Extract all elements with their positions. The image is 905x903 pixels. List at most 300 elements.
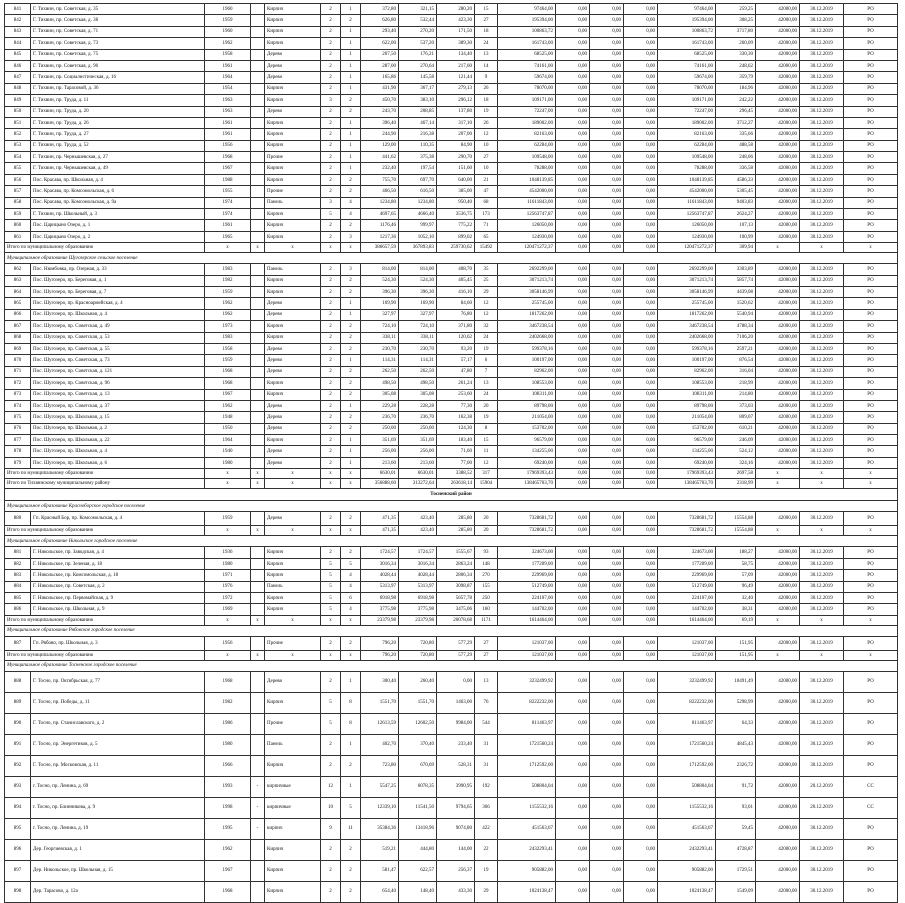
table-cell: 30.12.2019 xyxy=(800,755,844,776)
table-cell xyxy=(251,38,265,49)
row-number: 848 xyxy=(5,83,31,94)
table-cell: 300,40 xyxy=(361,671,399,692)
table-cell: 0,00 xyxy=(590,83,624,94)
table-cell: Дерево xyxy=(265,49,321,60)
subtotal-cell: x xyxy=(756,650,800,660)
table-cell: 0,00 xyxy=(590,321,624,332)
table-cell: 385,00 xyxy=(437,186,475,197)
table-cell: Кирпич xyxy=(265,604,321,615)
subtotal-cell: x xyxy=(341,479,361,489)
table-cell: Кирпич xyxy=(265,117,321,128)
table-cell: 188,27 xyxy=(716,547,756,558)
table-cell: 0,00 xyxy=(624,186,658,197)
subtotal-cell: 20 xyxy=(475,526,498,536)
subtotal-cell: x xyxy=(205,243,251,253)
row-number: 856 xyxy=(5,174,31,185)
table-cell: 2 xyxy=(321,174,341,185)
table-cell: 0,00 xyxy=(624,95,658,106)
table-cell: 1965 xyxy=(205,231,251,242)
table-row xyxy=(5,264,898,275)
table-cell: РО xyxy=(844,547,898,558)
table-cell: 58,75 xyxy=(716,558,756,569)
table-cell: 30.12.2019 xyxy=(800,15,844,26)
table-cell: РО xyxy=(844,839,898,860)
table-cell: 0,00 xyxy=(590,412,624,423)
subtotal-cell: x xyxy=(756,615,800,625)
table-cell: 169,90 xyxy=(361,298,399,309)
table-cell: 1712592,00 xyxy=(658,755,716,776)
table-cell: 0,00 xyxy=(624,220,658,231)
table-cell: 18 xyxy=(475,95,498,106)
table-cell: 1962 xyxy=(205,309,251,320)
subtotal-cell: 367893,83 xyxy=(399,243,437,253)
table-cell: 5540,94 xyxy=(716,309,756,320)
table-cell: 2 xyxy=(321,355,341,366)
row-number: 875 xyxy=(5,412,31,423)
table-cell: 1 xyxy=(341,446,361,457)
table-cell: 0,00 xyxy=(590,435,624,446)
table-cell: 169,90 xyxy=(399,298,437,309)
table-cell: 280,20 xyxy=(437,4,475,15)
table-cell: 3071213,74 xyxy=(498,275,556,286)
table-cell: 42000,00 xyxy=(756,581,800,592)
table-cell: РО xyxy=(844,818,898,839)
table-cell: 0,00 xyxy=(590,186,624,197)
table-cell: 24 xyxy=(475,332,498,343)
table-cell: 42000,00 xyxy=(756,671,800,692)
table-cell: 0,00 xyxy=(590,355,624,366)
table-cell: 1052,10 xyxy=(399,231,437,242)
row-number: 869 xyxy=(5,343,31,354)
row-number: 885 xyxy=(5,592,31,603)
table-cell: 1974 xyxy=(205,197,251,208)
section-title: Муниципальное образование Красноборское городское поселение xyxy=(5,501,898,512)
address-cell: Г. Тихвин, пр. Чернышевская, д. 49 xyxy=(31,163,205,174)
table-cell: 260,40 xyxy=(399,671,437,692)
table-cell: 2 xyxy=(341,881,361,902)
table-cell: 47,80 xyxy=(437,366,475,377)
table-cell: 1968 xyxy=(205,152,251,163)
table-row xyxy=(5,547,898,558)
table-cell: 4028,44 xyxy=(399,570,437,581)
subtotal-cell: x xyxy=(251,469,265,479)
table-cell: 30.12.2019 xyxy=(800,818,844,839)
table-row xyxy=(5,570,898,581)
table-cell: 8222232,00 xyxy=(658,692,716,713)
subtotal-row xyxy=(5,615,898,625)
table-cell: 42000,00 xyxy=(756,343,800,354)
subtotal-cell: x xyxy=(844,469,898,479)
table-row xyxy=(5,671,898,692)
table-cell: 2 xyxy=(321,152,341,163)
subtotal-cell: x xyxy=(844,526,898,536)
table-cell: Кирпич xyxy=(265,26,321,37)
table-cell: 0,00 xyxy=(556,692,590,713)
table-cell: 230,70 xyxy=(361,343,399,354)
table-cell: 1969 xyxy=(205,604,251,615)
table-row xyxy=(5,881,898,902)
row-number: 886 xyxy=(5,604,31,615)
section-title: Муниципальное образование Рябовское городское поселение xyxy=(5,625,898,636)
table-cell: РО xyxy=(844,117,898,128)
table-row xyxy=(5,435,898,446)
table-cell: 0,00 xyxy=(556,106,590,117)
table-cell: 42000,00 xyxy=(756,117,800,128)
table-cell: Кирпич xyxy=(265,83,321,94)
table-cell: 256,00 xyxy=(399,446,437,457)
table-cell: 30.12.2019 xyxy=(800,174,844,185)
table-cell: 3071213,74 xyxy=(658,275,716,286)
table-cell: 1 xyxy=(341,298,361,309)
table-cell: 697,70 xyxy=(399,174,437,185)
table-cell: РО xyxy=(844,457,898,468)
table-cell: 2 xyxy=(321,839,341,860)
table-cell: 11 xyxy=(475,446,498,457)
table-cell: РО xyxy=(844,152,898,163)
table-cell: 0,00 xyxy=(590,592,624,603)
table-cell: 2326,72 xyxy=(716,755,756,776)
table-cell: РО xyxy=(844,83,898,94)
table-cell: - xyxy=(251,776,265,797)
table-cell: 2 xyxy=(341,15,361,26)
table-cell: 0,00 xyxy=(624,457,658,468)
table-cell: 11 xyxy=(341,818,361,839)
table-cell: 42000,00 xyxy=(756,412,800,423)
subtotal-cell: x xyxy=(265,479,321,489)
table-cell: 1817262,00 xyxy=(658,309,716,320)
table-cell: Кирпич xyxy=(265,378,321,389)
table-cell xyxy=(251,343,265,354)
subtotal-cell: 1614464,00 xyxy=(498,615,556,625)
table-cell: 396,30 xyxy=(399,286,437,297)
table-cell: РО xyxy=(844,860,898,881)
table-cell: 11611843,00 xyxy=(498,197,556,208)
table-cell: 2 xyxy=(321,446,341,457)
table-cell: 3 xyxy=(341,264,361,275)
table-cell: 109548,00 xyxy=(658,152,716,163)
table-cell: 42000,00 xyxy=(756,49,800,60)
table-cell: 0,00 xyxy=(624,366,658,377)
table-cell: СС xyxy=(844,797,898,818)
table-cell: 1971 xyxy=(205,570,251,581)
table-cell: 30.12.2019 xyxy=(800,231,844,242)
table-cell: 0,00 xyxy=(624,604,658,615)
address-cell: Пос. Шугозеро, пр. Береговая, д. 7 xyxy=(31,286,205,297)
subtotal-cell: 121037,00 xyxy=(658,650,716,660)
row-number: 894 xyxy=(5,797,31,818)
table-cell: РО xyxy=(844,275,898,286)
table-cell: 177209,00 xyxy=(658,558,716,569)
table-cell: 6 xyxy=(475,355,498,366)
table-cell: 30.12.2019 xyxy=(800,570,844,581)
table-cell: 1 xyxy=(341,4,361,15)
row-number: 864 xyxy=(5,286,31,297)
subtotal-cell: 7328681,72 xyxy=(658,526,716,536)
table-row xyxy=(5,423,898,434)
table-cell: 71 xyxy=(475,220,498,231)
table-cell: 375,38 xyxy=(399,152,437,163)
table-cell: 31 xyxy=(475,734,498,755)
table-cell: 30.12.2019 xyxy=(800,117,844,128)
table-cell xyxy=(251,604,265,615)
table-row xyxy=(5,400,898,411)
table-cell: 4 xyxy=(341,581,361,592)
table-cell: 109548,00 xyxy=(498,152,556,163)
subtotal-cell: 0,00 xyxy=(556,650,590,660)
table-cell: 42000,00 xyxy=(756,692,800,713)
table-row xyxy=(5,231,898,242)
table-cell: 2 xyxy=(341,186,361,197)
table-cell: 82962,00 xyxy=(498,366,556,377)
table-cell xyxy=(251,129,265,140)
table-cell: 0,00 xyxy=(624,4,658,15)
table-cell: 0,00 xyxy=(556,636,590,650)
subtotal-cell: x xyxy=(265,243,321,253)
table-cell: 0,00 xyxy=(590,547,624,558)
table-cell: 519,21 xyxy=(361,839,399,860)
table-cell: 0,00 xyxy=(624,797,658,818)
table-cell: 2 xyxy=(321,140,341,151)
table-cell: 9 xyxy=(475,72,498,83)
table-cell: РО xyxy=(844,592,898,603)
table-cell xyxy=(251,106,265,117)
subtotal-cell: x xyxy=(756,526,800,536)
table-cell: 248,62 xyxy=(716,60,756,71)
table-cell: РО xyxy=(844,49,898,60)
table-cell: 78070,00 xyxy=(658,83,716,94)
table-cell: 213,60 xyxy=(361,457,399,468)
table-cell: 1 xyxy=(341,435,361,446)
table-cell: 0,00 xyxy=(624,163,658,174)
table-cell: 2 xyxy=(321,298,341,309)
table-cell: 2 xyxy=(341,755,361,776)
subtotal-cell: x xyxy=(341,469,361,479)
table-cell: 65 xyxy=(475,231,498,242)
table-cell: 371,80 xyxy=(437,321,475,332)
table-cell: 96,49 xyxy=(716,581,756,592)
table-cell: 0,00 xyxy=(556,366,590,377)
table-cell: 3775,98 xyxy=(361,604,399,615)
table-cell xyxy=(251,275,265,286)
table-cell: 0,00 xyxy=(624,636,658,650)
subtotal-label: Итого по муниципальному образованию xyxy=(5,243,205,253)
table-cell: 12563747,87 xyxy=(658,209,716,220)
table-cell xyxy=(251,581,265,592)
section-title: Муниципальное образование Никольское городское поселение xyxy=(5,536,898,547)
table-cell: 2432293,41 xyxy=(658,839,716,860)
table-cell: 0,00 xyxy=(590,298,624,309)
table-cell: Кирпич xyxy=(265,547,321,558)
table-cell: 30.12.2019 xyxy=(800,389,844,400)
table-cell: 2 xyxy=(341,220,361,231)
table-cell: 1950 xyxy=(205,423,251,434)
table-cell: 1961 xyxy=(205,60,251,71)
subtotal-cell: 0,00 xyxy=(556,615,590,625)
subtotal-cell: 259730,62 xyxy=(437,243,475,253)
table-cell: 876,54 xyxy=(716,355,756,366)
row-number: 882 xyxy=(5,558,31,569)
row-number: 850 xyxy=(5,106,31,117)
table-cell: 444,80 xyxy=(399,839,437,860)
table-cell: РО xyxy=(844,400,898,411)
table-cell: 214,80 xyxy=(716,389,756,400)
table-cell: 4728,87 xyxy=(716,839,756,860)
table-cell: 21 xyxy=(475,174,498,185)
table-cell: 293,40 xyxy=(361,26,399,37)
table-cell: 279,13 xyxy=(437,83,475,94)
table-cell: 30.12.2019 xyxy=(800,412,844,423)
table-cell: 78288,00 xyxy=(658,163,716,174)
table-cell: 30.12.2019 xyxy=(800,129,844,140)
subtotal-cell: 120471272,37 xyxy=(658,243,716,253)
table-cell xyxy=(251,355,265,366)
table-cell: 2 xyxy=(321,636,341,650)
address-cell: Пос. Шугозеро, пр. Советская, д. 55 xyxy=(31,343,205,354)
table-cell: РО xyxy=(844,286,898,297)
table-cell: 1998 xyxy=(205,797,251,818)
table-cell: 8 xyxy=(475,423,498,434)
table-cell: 124,30 xyxy=(437,423,475,434)
table-cell: 42000,00 xyxy=(756,332,800,343)
table-row xyxy=(5,72,898,83)
subtotal-label: Итого по муниципальному образованию xyxy=(5,526,205,536)
row-number: 874 xyxy=(5,400,31,411)
table-cell: 30.12.2019 xyxy=(800,83,844,94)
table-cell: 256,00 xyxy=(361,446,399,457)
table-cell: 0,00 xyxy=(556,186,590,197)
address-cell: Гп. Красный Бор, пр. Комсомольская, д. 4 xyxy=(31,512,205,526)
table-cell: 0,00 xyxy=(590,776,624,797)
table-cell: 30.12.2019 xyxy=(800,38,844,49)
address-cell: Дер. Никольское, пр. Школьная, д. 15 xyxy=(31,860,205,881)
table-cell: 0,00 xyxy=(590,366,624,377)
subtotal-cell: x xyxy=(205,479,251,489)
table-cell: РО xyxy=(844,412,898,423)
table-cell: 0,00 xyxy=(624,692,658,713)
table-cell: Прочие xyxy=(265,636,321,650)
table-cell: Кирпич xyxy=(265,558,321,569)
subtotal-cell: x xyxy=(251,526,265,536)
table-cell: Кирпич xyxy=(265,839,321,860)
table-cell: 19 xyxy=(475,412,498,423)
table-cell: 0,00 xyxy=(590,860,624,881)
table-cell: 100197,00 xyxy=(658,355,716,366)
table-cell: 126050,00 xyxy=(498,220,556,231)
table-cell: 42000,00 xyxy=(756,83,800,94)
table-cell: 12602,50 xyxy=(399,713,437,734)
table-cell: 0,00 xyxy=(590,423,624,434)
table-cell: 2 xyxy=(341,547,361,558)
row-number: 865 xyxy=(5,298,31,309)
row-number: 866 xyxy=(5,309,31,320)
table-cell: 0,00 xyxy=(590,95,624,106)
table-cell: 211054,00 xyxy=(498,412,556,423)
table-cell xyxy=(251,83,265,94)
table-cell: 5 xyxy=(341,797,361,818)
table-cell xyxy=(251,72,265,83)
table-cell: 30.12.2019 xyxy=(800,298,844,309)
table-cell: 2 xyxy=(321,378,341,389)
table-cell: 8222232,00 xyxy=(498,692,556,713)
table-row xyxy=(5,309,898,320)
table-cell: 1954 xyxy=(205,83,251,94)
row-number: 852 xyxy=(5,129,31,140)
table-cell xyxy=(251,298,265,309)
table-cell: 1234,80 xyxy=(361,197,399,208)
table-cell: 31 xyxy=(475,755,498,776)
subtotal-cell: 0,00 xyxy=(590,650,624,660)
table-cell: 0,00 xyxy=(556,343,590,354)
table-row xyxy=(5,797,898,818)
table-cell: 2 xyxy=(321,275,341,286)
table-cell: Дерево xyxy=(265,366,321,377)
table-cell: 96579,00 xyxy=(658,435,716,446)
table-cell: 30.12.2019 xyxy=(800,275,844,286)
table-cell: 0,00 xyxy=(556,713,590,734)
table-cell: РО xyxy=(844,435,898,446)
table-cell: 2 xyxy=(341,106,361,117)
table-cell: 0,00 xyxy=(556,95,590,106)
subtotal-cell: x xyxy=(265,469,321,479)
subtotal-cell: 0,00 xyxy=(624,469,658,479)
table-cell: РО xyxy=(844,692,898,713)
table-cell: 0,00 xyxy=(556,671,590,692)
table-cell: 0,00 xyxy=(624,547,658,558)
table-cell: РО xyxy=(844,389,898,400)
table-cell: 0,00 xyxy=(590,197,624,208)
table-cell: Кирпич xyxy=(265,95,321,106)
table-row xyxy=(5,152,898,163)
table-cell: 2 xyxy=(321,389,341,400)
table-cell xyxy=(251,309,265,320)
table-cell: 30.12.2019 xyxy=(800,713,844,734)
subtotal-cell: x xyxy=(321,526,341,536)
table-cell: 0,00 xyxy=(624,275,658,286)
table-cell: РО xyxy=(844,512,898,526)
table-cell: 0,00 xyxy=(624,671,658,692)
table-cell: Дерево xyxy=(265,400,321,411)
subtotal-cell: 0,00 xyxy=(556,479,590,489)
table-cell: 0,00 xyxy=(590,140,624,151)
table-cell: 42000,00 xyxy=(756,129,800,140)
table-cell: 2 xyxy=(321,220,341,231)
table-cell: 78288,00 xyxy=(498,163,556,174)
subtotal-cell: x xyxy=(800,526,844,536)
table-cell: 1963 xyxy=(205,106,251,117)
table-cell: 324673,00 xyxy=(658,547,716,558)
table-cell: 62284,00 xyxy=(658,140,716,151)
table-cell: 192 xyxy=(475,776,498,797)
row-number: 876 xyxy=(5,423,31,434)
table-cell: 724,10 xyxy=(361,321,399,332)
table-cell: 0,00 xyxy=(556,881,590,902)
subtotal-label: Итого по муниципальному образованию xyxy=(5,650,205,660)
address-cell: Пос. Красава, пр. Комсомольская, д. 6 xyxy=(31,186,205,197)
table-cell: 3 xyxy=(341,231,361,242)
table-cell: 1817262,00 xyxy=(498,309,556,320)
table-cell: 640,00 xyxy=(437,174,475,185)
table-cell: 4439,08 xyxy=(716,286,756,297)
subtotal-cell: 0,00 xyxy=(624,650,658,660)
table-cell: 32,40 xyxy=(716,592,756,603)
row-number: 890 xyxy=(5,713,31,734)
table-cell: 1724,57 xyxy=(399,547,437,558)
table-cell: 999,97 xyxy=(399,220,437,231)
table-cell: 261,24 xyxy=(437,378,475,389)
table-cell: 0,00 xyxy=(556,220,590,231)
subtotal-cell: 15904 xyxy=(475,479,498,489)
table-cell: 151,60 xyxy=(437,163,475,174)
